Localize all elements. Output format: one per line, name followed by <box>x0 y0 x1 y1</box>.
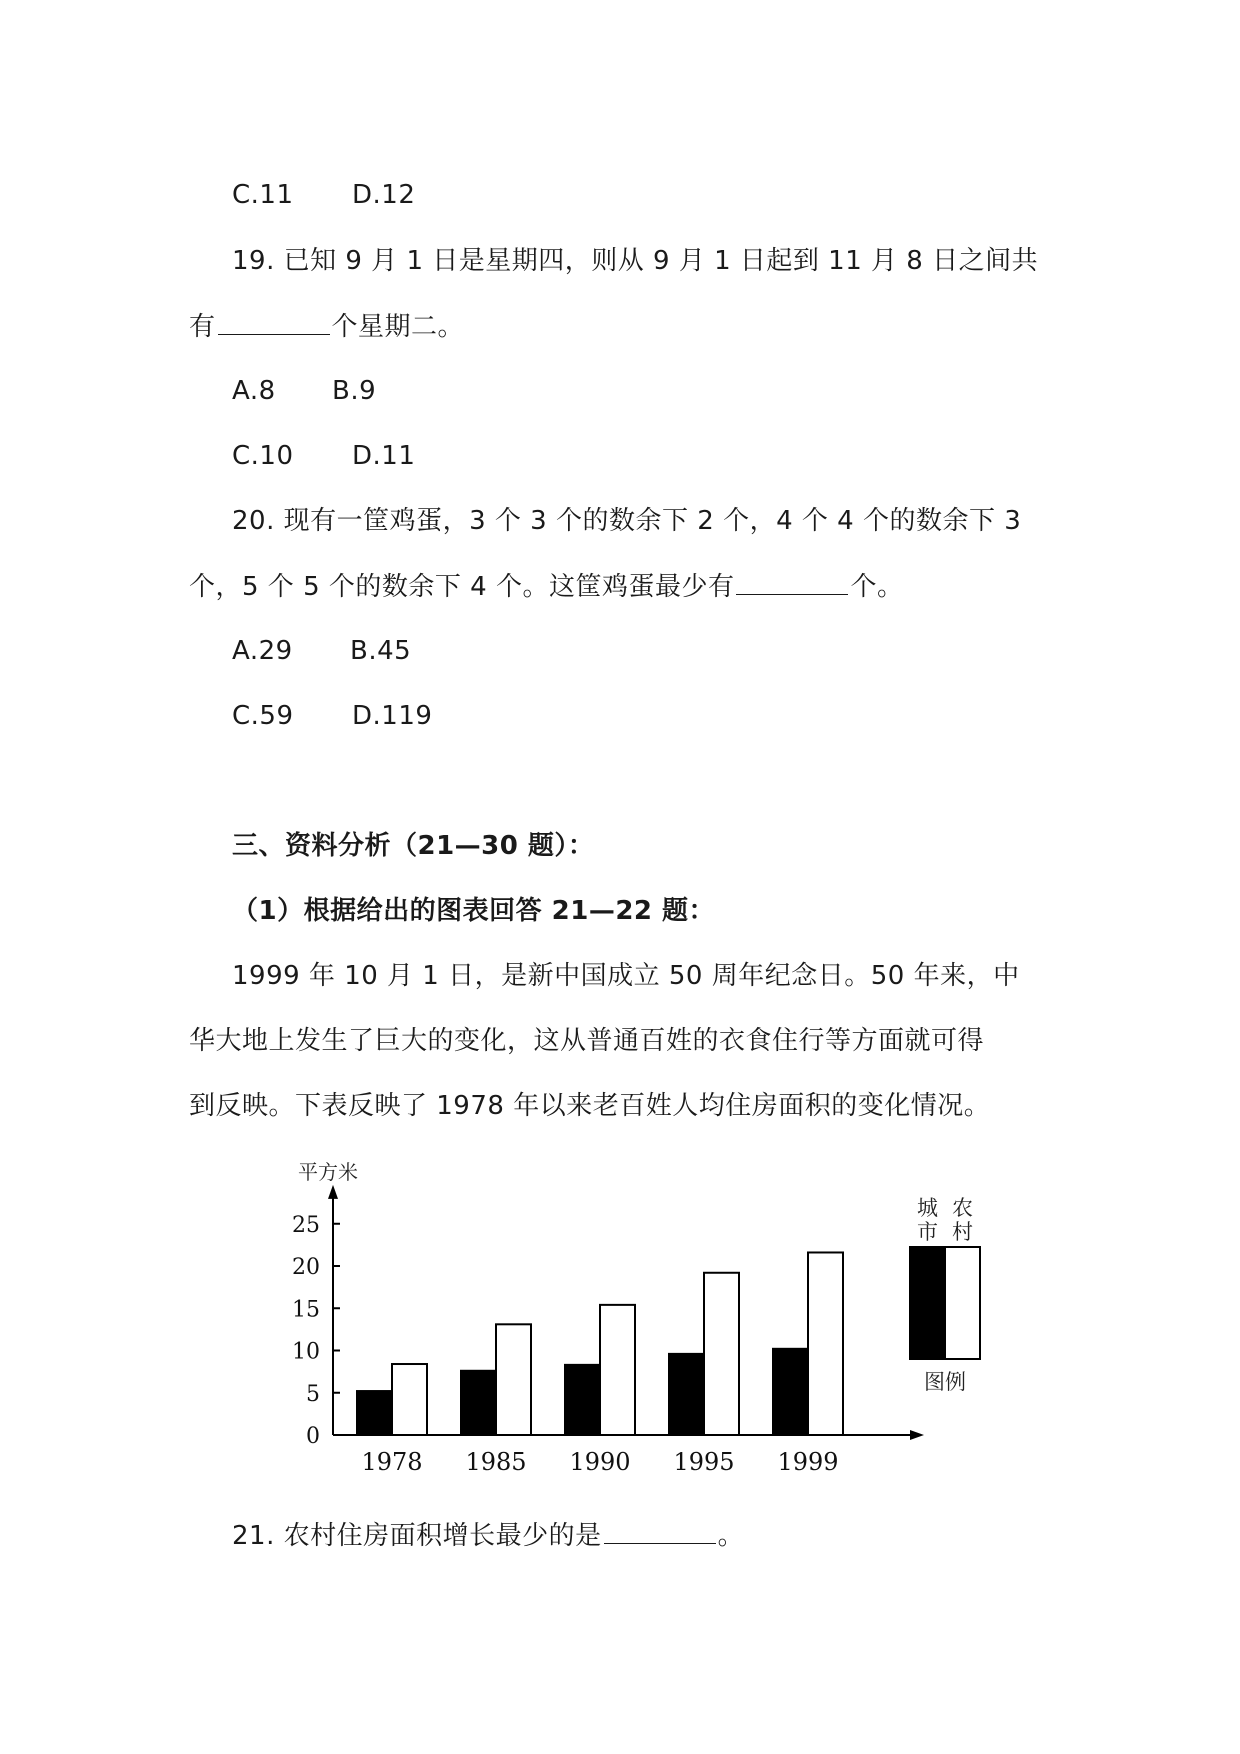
q19-stem-line1: 19. 已知 9 月 1 日是星期四，则从 9 月 1 日起到 11 月 8 日之间共 <box>232 246 1039 276</box>
legend-city-label: 城 <box>917 1196 938 1220</box>
chart-bars <box>357 1252 843 1435</box>
x-tick-label: 1995 <box>673 1448 735 1476</box>
legend-swatch-rural <box>945 1247 980 1359</box>
q20-option-a: A.29 <box>232 636 293 666</box>
y-axis-label: 平方米 <box>298 1159 358 1184</box>
chart-legend <box>910 1196 980 1394</box>
y-tick-label: 10 <box>292 1339 320 1365</box>
x-tick-label: 1990 <box>569 1448 631 1476</box>
y-tick-label: 5 <box>306 1381 320 1407</box>
q18-option-c: C.11 <box>232 180 294 210</box>
q20-option-c: C.59 <box>232 701 294 731</box>
section3-paragraph-line2: 华大地上发生了巨大的变化，这从普通百姓的衣食住行等方面就可得 <box>189 1026 985 1056</box>
bar-rural-1995 <box>704 1273 739 1435</box>
y-tick-label: 25 <box>292 1212 320 1238</box>
q18-options-cd <box>232 178 416 212</box>
q19-option-d: D.11 <box>352 441 416 471</box>
q18-option-d: D.12 <box>352 180 416 210</box>
y-axis-arrow <box>328 1185 338 1199</box>
q20-option-b: B.45 <box>350 636 412 666</box>
legend-rural-label: 村 <box>952 1220 973 1244</box>
section3-paragraph-line3: 到反映。下表反映了 1978 年以来老百姓人均住房面积的变化情况。 <box>189 1091 991 1121</box>
bar-city-1995 <box>669 1354 704 1435</box>
q20-stem-pre: 个，5 个 5 个的数余下 4 个。这筐鸡蛋最少有 <box>189 572 735 602</box>
x-axis-arrow <box>910 1430 924 1440</box>
bar-city-1978 <box>357 1391 392 1435</box>
y-tick-label: 0 <box>306 1424 320 1449</box>
q19-option-a: A.8 <box>232 376 276 406</box>
section3-paragraph-line1: 1999 年 10 月 1 日，是新中国成立 50 周年纪念日。50 年来，中 <box>232 961 1020 991</box>
q20-options-ab <box>232 634 412 668</box>
housing-area-bar-chart <box>290 1150 1010 1490</box>
q20-stem-line1: 20. 现有一筐鸡蛋，3 个 3 个的数余下 2 个，4 个 4 个的数余下 3 <box>232 506 1022 536</box>
section3-subheading: （1）根据给出的图表回答 21—22 题： <box>232 896 716 926</box>
q19-stem-line2 <box>189 310 464 344</box>
q20-stem-line2 <box>189 570 903 604</box>
x-tick-label: 1999 <box>777 1448 839 1476</box>
q19-option-b: B.9 <box>332 376 377 406</box>
q19-option-c: C.10 <box>232 441 294 471</box>
q19-stem-post: 个星期二。 <box>331 312 465 342</box>
q19-stem-pre: 有 <box>189 312 216 342</box>
q21-stem <box>232 1519 744 1553</box>
q21-stem-post: 。 <box>717 1521 745 1551</box>
y-tick-label: 20 <box>292 1255 320 1280</box>
q19-answer-blank <box>218 312 330 335</box>
bar-rural-1990 <box>600 1305 635 1435</box>
bar-rural-1985 <box>496 1324 531 1435</box>
x-tick-label: 1985 <box>465 1448 527 1476</box>
legend-swatch-city <box>910 1247 945 1359</box>
q21-stem-pre: 21. 农村住房面积增长最少的是 <box>232 1521 602 1551</box>
legend-title: 图例 <box>924 1370 966 1394</box>
bar-rural-1999 <box>808 1252 843 1435</box>
q21-answer-blank <box>604 1521 716 1544</box>
q19-options-cd <box>232 439 416 473</box>
y-tick-label: 15 <box>292 1297 320 1323</box>
bar-rural-1978 <box>392 1364 427 1435</box>
q20-stem-post: 个。 <box>850 572 904 602</box>
bar-city-1990 <box>565 1365 600 1435</box>
section3-heading: 三、资料分析（21—30 题）： <box>232 831 595 861</box>
x-tick-label: 1978 <box>361 1448 423 1476</box>
bar-city-1985 <box>461 1371 496 1435</box>
bar-city-1999 <box>773 1349 808 1435</box>
q19-options-ab <box>232 374 377 408</box>
q20-answer-blank <box>736 572 848 595</box>
legend-city-label: 市 <box>917 1220 938 1244</box>
q20-options-cd <box>232 699 433 733</box>
q20-option-d: D.119 <box>352 701 433 731</box>
legend-rural-label: 农 <box>952 1196 973 1220</box>
